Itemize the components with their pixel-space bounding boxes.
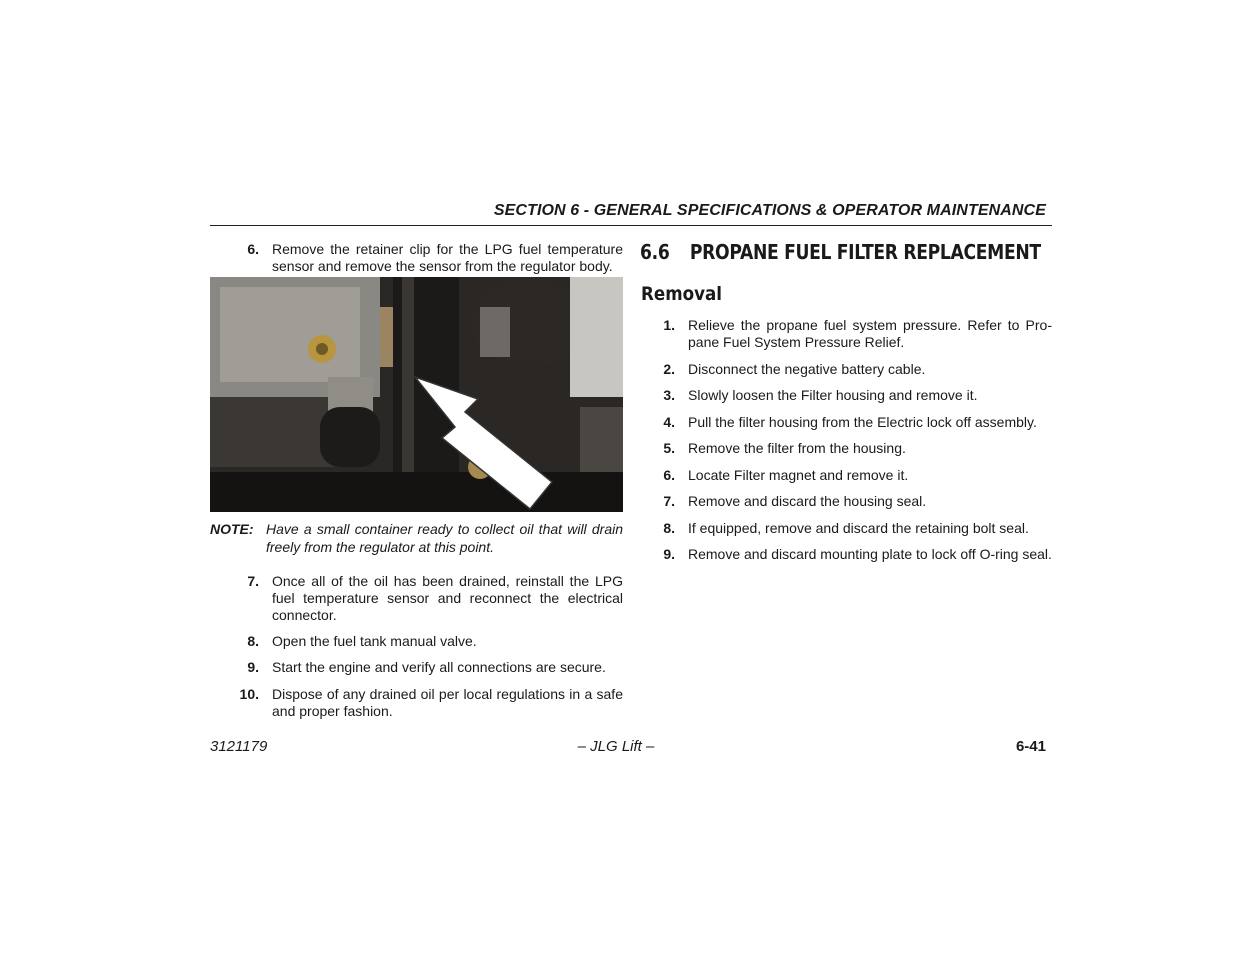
step-text: Disconnect the negative battery cable. — [688, 361, 926, 377]
step-text: Slowly loosen the Filter housing and remove it. — [688, 387, 978, 403]
step-text: Once all of the oil has been drained, reinstall the LPG fuel temperature sensor and reconnect the electrical connector. — [272, 573, 623, 623]
section-header-title: SECTION 6 - GENERAL SPECIFICATIONS & OPERATOR MAINTENANCE — [493, 202, 1046, 219]
regulator-photo — [210, 277, 623, 512]
step-text: Remove the retainer clip for the LPG fuel temperature sensor and remove the sensor from the regulator body. — [272, 241, 623, 274]
left-step-10 — [225, 686, 623, 720]
step-number: 1. — [663, 317, 675, 333]
step-number: 8. — [247, 633, 259, 649]
right-step-3 — [652, 387, 1052, 404]
left-step-6 — [225, 241, 623, 275]
step-text: Remove and discard mounting plate to lock off O-ring seal. — [688, 546, 1052, 562]
right-step-7 — [652, 493, 1052, 510]
step-number: 6. — [663, 467, 675, 483]
step-number: 7. — [663, 493, 675, 509]
right-step-4 — [652, 414, 1052, 431]
step-text: Remove and discard the housing seal. — [688, 493, 927, 509]
step-text: Dispose of any drained oil per local regulations in a safe and proper fashion. — [272, 686, 623, 719]
note — [210, 520, 623, 556]
right-step-5 — [652, 440, 1052, 457]
footer-doc-number: 3121179 — [210, 738, 268, 755]
footer-center-title: – JLG Lift – — [577, 738, 655, 755]
right-step-1 — [652, 317, 1052, 351]
step-number: 9. — [663, 546, 675, 562]
section-number: 6.6 — [640, 240, 670, 264]
step-number: 5. — [663, 440, 675, 456]
right-step-2 — [652, 361, 1052, 378]
step-text: Open the fuel tank manual valve. — [272, 633, 477, 649]
step-number: 10. — [239, 686, 259, 702]
step-number: 3. — [663, 387, 675, 403]
left-step-7 — [225, 573, 623, 624]
right-step-9 — [652, 546, 1052, 563]
footer-page-number: 6-41 — [1015, 738, 1046, 755]
step-number: 8. — [663, 520, 675, 536]
section-title: PROPANE FUEL FILTER REPLACEMENT — [689, 240, 1041, 264]
step-number: 9. — [247, 659, 259, 675]
subheading-removal: Removal — [641, 283, 723, 305]
step-number: 2. — [663, 361, 675, 377]
step-number: 7. — [247, 573, 259, 589]
note-label: NOTE: — [210, 521, 254, 537]
step-text: Remove the filter from the housing. — [688, 440, 906, 456]
step-text: Start the engine and verify all connections are secure. — [272, 659, 606, 675]
step-number: 4. — [663, 414, 675, 430]
step-text: If equipped, remove and discard the retaining bolt seal. — [688, 520, 1029, 536]
step-text: Locate Filter magnet and remove it. — [688, 467, 909, 483]
note-text: Have a small container ready to collect oil that will drain freely from the regulator at this point. — [266, 521, 623, 555]
right-step-8 — [652, 520, 1052, 537]
left-step-8 — [225, 633, 623, 650]
right-step-6 — [652, 467, 1052, 484]
left-step-9 — [225, 659, 623, 676]
section-heading — [640, 240, 1041, 264]
step-text: Relieve the propane fuel system pressure. Refer to Pro-pane Fuel System Pressure Relief. — [688, 317, 1052, 350]
step-number: 6. — [247, 241, 259, 257]
header-rule — [210, 225, 1052, 226]
step-text: Pull the filter housing from the Electric lock off assembly. — [688, 414, 1037, 430]
